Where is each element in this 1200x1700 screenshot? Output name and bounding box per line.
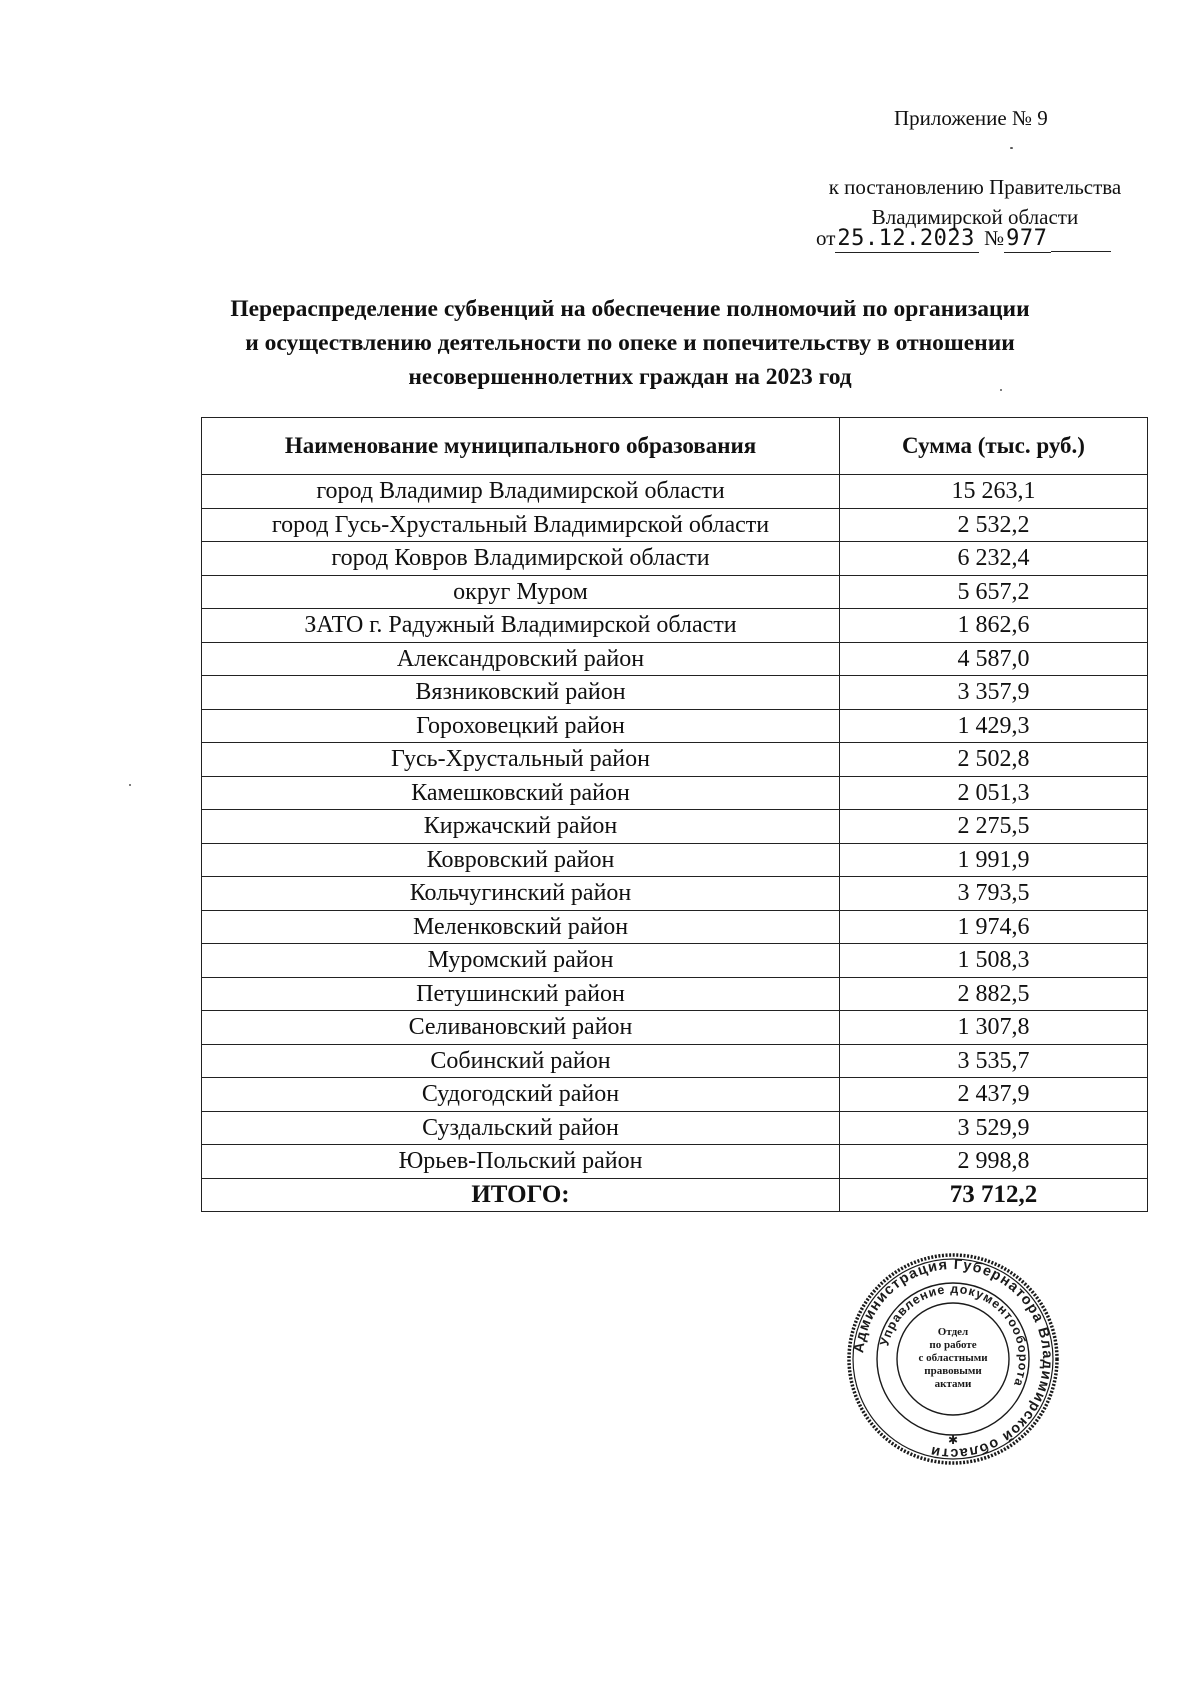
amount-cell: 2 532,2: [840, 508, 1148, 542]
total-row: [202, 1178, 1148, 1212]
table-row: [202, 475, 1148, 509]
amount-cell: 3 357,9: [840, 676, 1148, 710]
official-seal: [846, 1252, 1060, 1466]
amount-cell: 1 429,3: [840, 709, 1148, 743]
resolution-line-1: к постановлению Правительства: [828, 175, 1122, 199]
total-amount: 73 712,2: [840, 1178, 1148, 1212]
header-amount: Сумма (тыс. руб.): [840, 418, 1148, 475]
scan-speck: [1000, 389, 1002, 391]
date-prefix: от: [816, 226, 836, 250]
table-row: [202, 1044, 1148, 1078]
table-row: [202, 843, 1148, 877]
table-row: [202, 776, 1148, 810]
municipality-cell: Суздальский район: [202, 1111, 840, 1145]
municipality-cell: Судогодский район: [202, 1078, 840, 1112]
table-row: [202, 743, 1148, 777]
amount-cell: 3 535,7: [840, 1044, 1148, 1078]
amount-cell: 15 263,1: [840, 475, 1148, 509]
resolution-number: 977: [1004, 226, 1051, 253]
municipality-cell: округ Муром: [202, 575, 840, 609]
municipality-cell: Селивановский район: [202, 1011, 840, 1045]
table-row: [202, 944, 1148, 978]
amount-cell: 2 437,9: [840, 1078, 1148, 1112]
table-row: [202, 1111, 1148, 1145]
amount-cell: 2 051,3: [840, 776, 1148, 810]
municipality-cell: город Владимир Владимирской области: [202, 475, 840, 509]
municipality-cell: Камешковский район: [202, 776, 840, 810]
amount-cell: 1 862,6: [840, 609, 1148, 643]
subventions-table: [201, 417, 1148, 1212]
amount-cell: 2 882,5: [840, 977, 1148, 1011]
table-row: [202, 977, 1148, 1011]
amount-cell: 6 232,4: [840, 542, 1148, 576]
municipality-cell: город Ковров Владимирской области: [202, 542, 840, 576]
amount-cell: 3 529,9: [840, 1111, 1148, 1145]
amount-cell: 2 502,8: [840, 743, 1148, 777]
scan-speck: [129, 784, 131, 786]
table-row: [202, 810, 1148, 844]
municipality-cell: Муромский район: [202, 944, 840, 978]
municipality-cell: Петушинский район: [202, 977, 840, 1011]
amount-cell: 5 657,2: [840, 575, 1148, 609]
table-header-row: [202, 418, 1148, 475]
table-row: [202, 1078, 1148, 1112]
number-prefix: №: [984, 226, 1005, 250]
municipality-cell: Александровский район: [202, 642, 840, 676]
municipality-cell: Киржачский район: [202, 810, 840, 844]
table-row: [202, 1145, 1148, 1179]
table-body: [202, 475, 1148, 1212]
resolution-line-2: Владимирской области: [871, 205, 1079, 229]
table-row: [202, 709, 1148, 743]
title-line-3: несовершеннолетних граждан на 2023 год: [408, 364, 852, 390]
table-row: [202, 508, 1148, 542]
scan-speck: [1010, 147, 1013, 149]
amount-cell: 4 587,0: [840, 642, 1148, 676]
amount-cell: 1 991,9: [840, 843, 1148, 877]
table-row: [202, 575, 1148, 609]
table-row: [202, 877, 1148, 911]
title-line-1: Перераспределение субвенций на обеспечение полномочий по организации: [230, 296, 1030, 322]
municipality-cell: Собинский район: [202, 1044, 840, 1078]
appendix-label: Приложение № 9: [894, 106, 1048, 130]
table-row: [202, 609, 1148, 643]
amount-cell: 2 275,5: [840, 810, 1148, 844]
amount-cell: 2 998,8: [840, 1145, 1148, 1179]
amount-cell: 3 793,5: [840, 877, 1148, 911]
amount-cell: 1 974,6: [840, 910, 1148, 944]
table-row: [202, 1011, 1148, 1045]
municipality-cell: Меленковский район: [202, 910, 840, 944]
municipality-cell: Ковровский район: [202, 843, 840, 877]
svg-text:с областными: с областными: [918, 1352, 988, 1364]
municipality-cell: Гусь-Хрустальный район: [202, 743, 840, 777]
svg-text:правовыми: правовыми: [924, 1365, 982, 1377]
total-label: ИТОГО:: [202, 1178, 840, 1212]
resolution-reference: [780, 172, 1170, 232]
svg-text:Управление документооборота: Управление документооборота: [877, 1281, 1031, 1389]
resolution-date: 25.12.2023: [835, 226, 978, 253]
header-municipality: Наименование муниципального образования: [202, 418, 840, 475]
table-row: [202, 642, 1148, 676]
title-line-2: и осуществлению деятельности по опеке и попечительству в отношении: [245, 330, 1015, 356]
svg-text:по работе: по работе: [929, 1339, 977, 1351]
svg-text:актами: актами: [934, 1378, 972, 1390]
municipality-cell: Кольчугинский район: [202, 877, 840, 911]
table-row: [202, 910, 1148, 944]
resolution-date-number: [816, 226, 1111, 252]
svg-text:Отдел: Отдел: [937, 1326, 969, 1338]
svg-text:Администрация Губернатора Влад: Администрация Губернатора Владимирской области: [851, 1256, 1056, 1462]
svg-text:✱: ✱: [947, 1433, 959, 1447]
municipality-cell: Вязниковский район: [202, 676, 840, 710]
amount-cell: 1 508,3: [840, 944, 1148, 978]
municipality-cell: Гороховецкий район: [202, 709, 840, 743]
amount-cell: 1 307,8: [840, 1011, 1148, 1045]
number-underline: [1051, 247, 1111, 252]
document-title: [150, 292, 1110, 394]
table-row: [202, 676, 1148, 710]
municipality-cell: ЗАТО г. Радужный Владимирской области: [202, 609, 840, 643]
municipality-cell: город Гусь-Хрустальный Владимирской области: [202, 508, 840, 542]
table-row: [202, 542, 1148, 576]
municipality-cell: Юрьев-Польский район: [202, 1145, 840, 1179]
